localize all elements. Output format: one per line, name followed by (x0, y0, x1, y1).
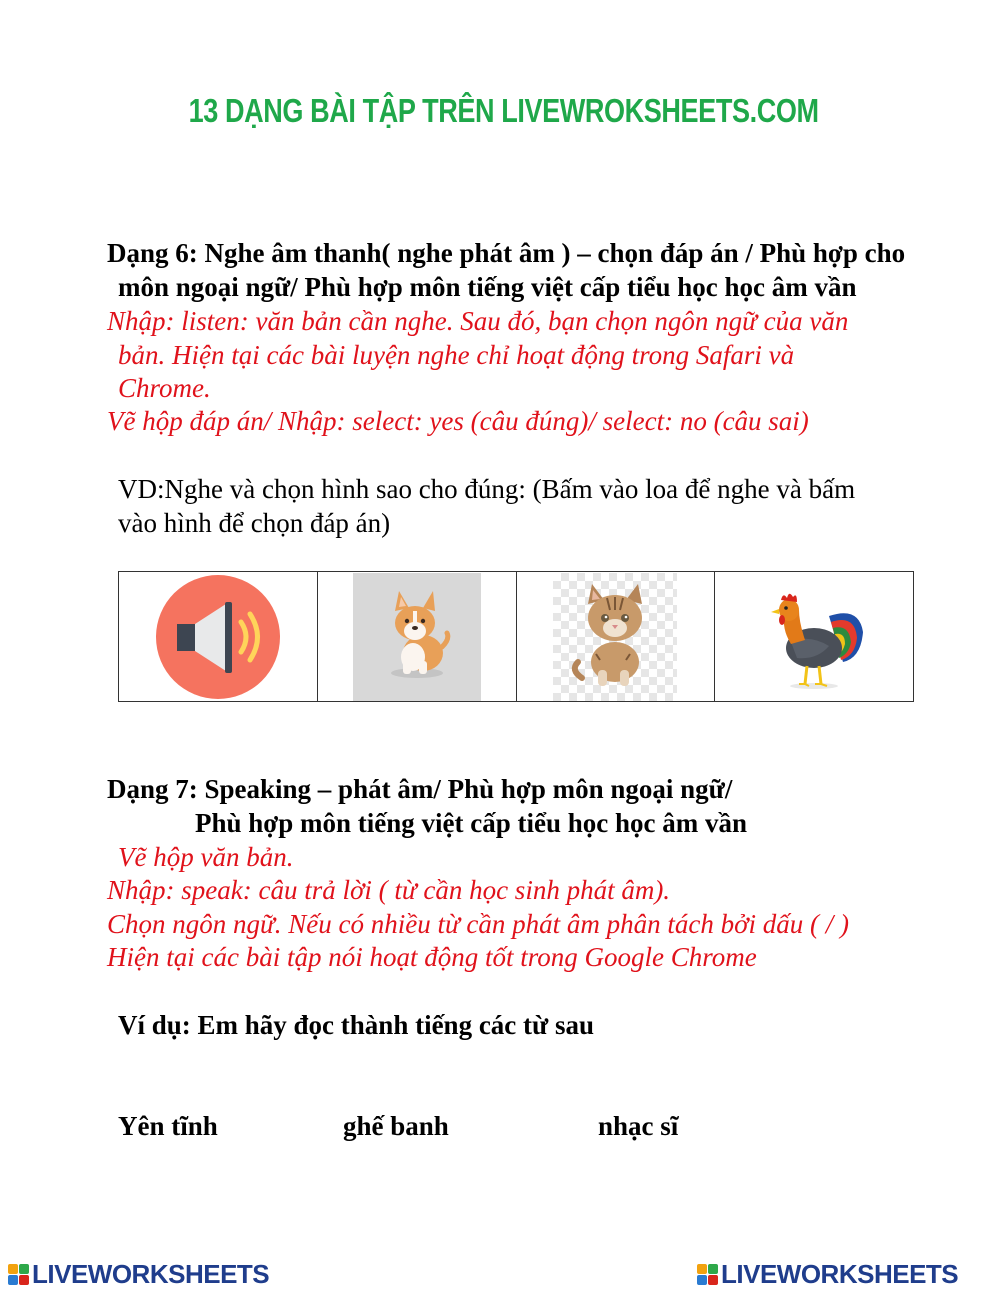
badge-cell (708, 1275, 718, 1285)
badge-cell (19, 1275, 29, 1285)
speaker-cell[interactable] (119, 572, 318, 701)
liveworksheets-logo-right (697, 1259, 958, 1290)
answer-image-grid (118, 571, 914, 702)
logo-text: LIVEWORKSHEETS (32, 1259, 270, 1289)
section7-instruction-line3: Chọn ngôn ngữ. Nếu có nhiều từ cần phát âm phân tách bởi dấu ( / ) (107, 909, 850, 939)
section6-example-line1: VD:Nghe và chọn hình sao cho đúng: (Bấm vào loa để nghe và bấm (118, 474, 856, 504)
logo-text: LIVEWORKSHEETS (721, 1259, 959, 1289)
badge-cell (19, 1264, 29, 1274)
section6-instruction-line2: bản. Hiện tại các bài luyện nghe chỉ hoạt động trong Safari và (118, 340, 795, 370)
cat-icon[interactable] (560, 582, 670, 692)
speaker-icon[interactable] (155, 574, 281, 700)
section7-heading-line2: Phù hợp môn tiếng việt cấp tiểu học học âm vần (195, 808, 747, 838)
speaking-word[interactable]: ghế banh (343, 1111, 449, 1141)
badge-cell (8, 1275, 18, 1285)
section7-instruction-line2: Nhập: speak: câu trả lời ( từ cần học sinh phát âm). (107, 875, 671, 905)
section6-heading-line2: môn ngoại ngữ/ Phù hợp môn tiếng việt cấp tiểu học học âm vần (118, 272, 857, 302)
logo-badge-icon (8, 1264, 29, 1285)
section7-example: Ví dụ: Em hãy đọc thành tiếng các từ sau (118, 1010, 595, 1040)
badge-cell (708, 1264, 718, 1274)
section6-instruction-line4: Vẽ hộp đáp án/ Nhập: select: yes (câu đúng)/ select: no (câu sai) (107, 406, 809, 436)
rooster-cell[interactable] (715, 572, 913, 701)
section7-instruction-line4: Hiện tại các bài tập nói hoạt động tốt trong Google Chrome (107, 942, 757, 972)
section7-heading-line1: Dạng 7: Speaking – phát âm/ Phù hợp môn ngoại ngữ/ (107, 774, 733, 804)
speaking-word[interactable]: nhạc sĩ (598, 1111, 679, 1141)
logo-badge-icon (697, 1264, 718, 1285)
page-title: 13 DẠNG BÀI TẬP TRÊN LIVEWROKSHEETS.COM (188, 92, 819, 129)
rooster-icon[interactable] (759, 582, 869, 692)
section6-example-line2: vào hình để chọn đáp án) (118, 508, 391, 538)
badge-cell (697, 1275, 707, 1285)
liveworksheets-logo-left (8, 1259, 269, 1290)
section6-instruction-line1: Nhập: listen: văn bản cần nghe. Sau đó, bạn chọn ngôn ngữ của văn (107, 306, 849, 336)
cat-image-frame (553, 573, 677, 701)
section6-heading-line1: Dạng 6: Nghe âm thanh( nghe phát âm ) – chọn đáp án / Phù hợp cho (107, 238, 906, 268)
badge-cell (697, 1264, 707, 1274)
speaking-word[interactable]: Yên tĩnh (118, 1111, 218, 1141)
section6-instruction-line3: Chrome. (118, 373, 211, 403)
dog-cell[interactable] (318, 572, 517, 701)
badge-cell (8, 1264, 18, 1274)
cat-cell[interactable] (517, 572, 716, 701)
dog-icon[interactable] (353, 573, 481, 701)
section7-instruction-line1: Vẽ hộp văn bản. (118, 842, 294, 872)
